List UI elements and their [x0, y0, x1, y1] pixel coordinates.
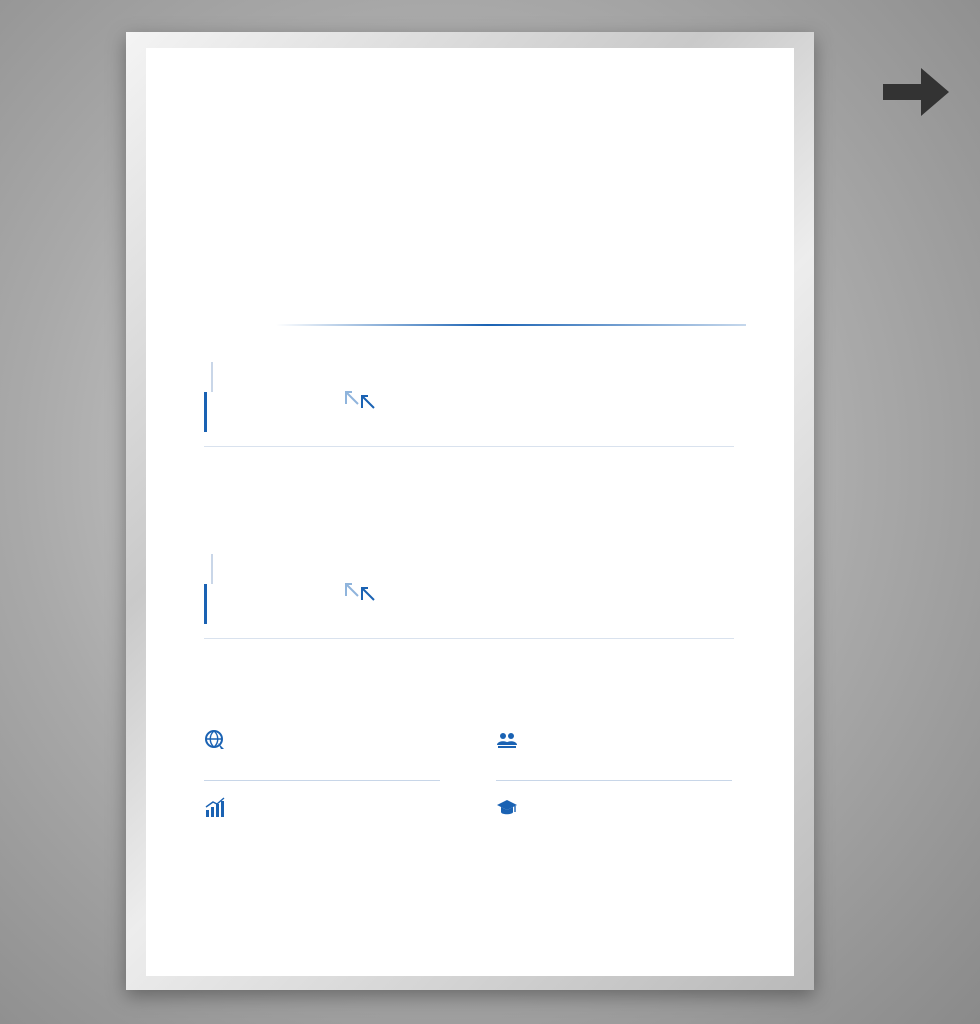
section-divider — [204, 638, 734, 639]
arrow-right-icon — [881, 62, 951, 122]
section-accent-bar — [211, 362, 213, 392]
poster-frame — [126, 32, 814, 990]
bar-chart-icon — [204, 797, 226, 819]
section-accent-bar — [211, 554, 213, 584]
double-arrow-icon — [342, 388, 386, 412]
section-bar — [204, 392, 207, 432]
graduation-cap-icon — [496, 797, 518, 819]
top-wave-decoration — [146, 48, 794, 278]
title-divider — [276, 324, 746, 326]
globe-icon — [204, 729, 226, 751]
feature-divider — [496, 780, 732, 781]
feature-divider — [204, 780, 440, 781]
double-arrow-icon — [342, 580, 386, 604]
poster-board — [146, 48, 794, 976]
team-icon — [496, 729, 518, 751]
section-bar — [204, 584, 207, 624]
bottom-wave-decoration — [146, 786, 794, 976]
section-divider — [204, 446, 734, 447]
